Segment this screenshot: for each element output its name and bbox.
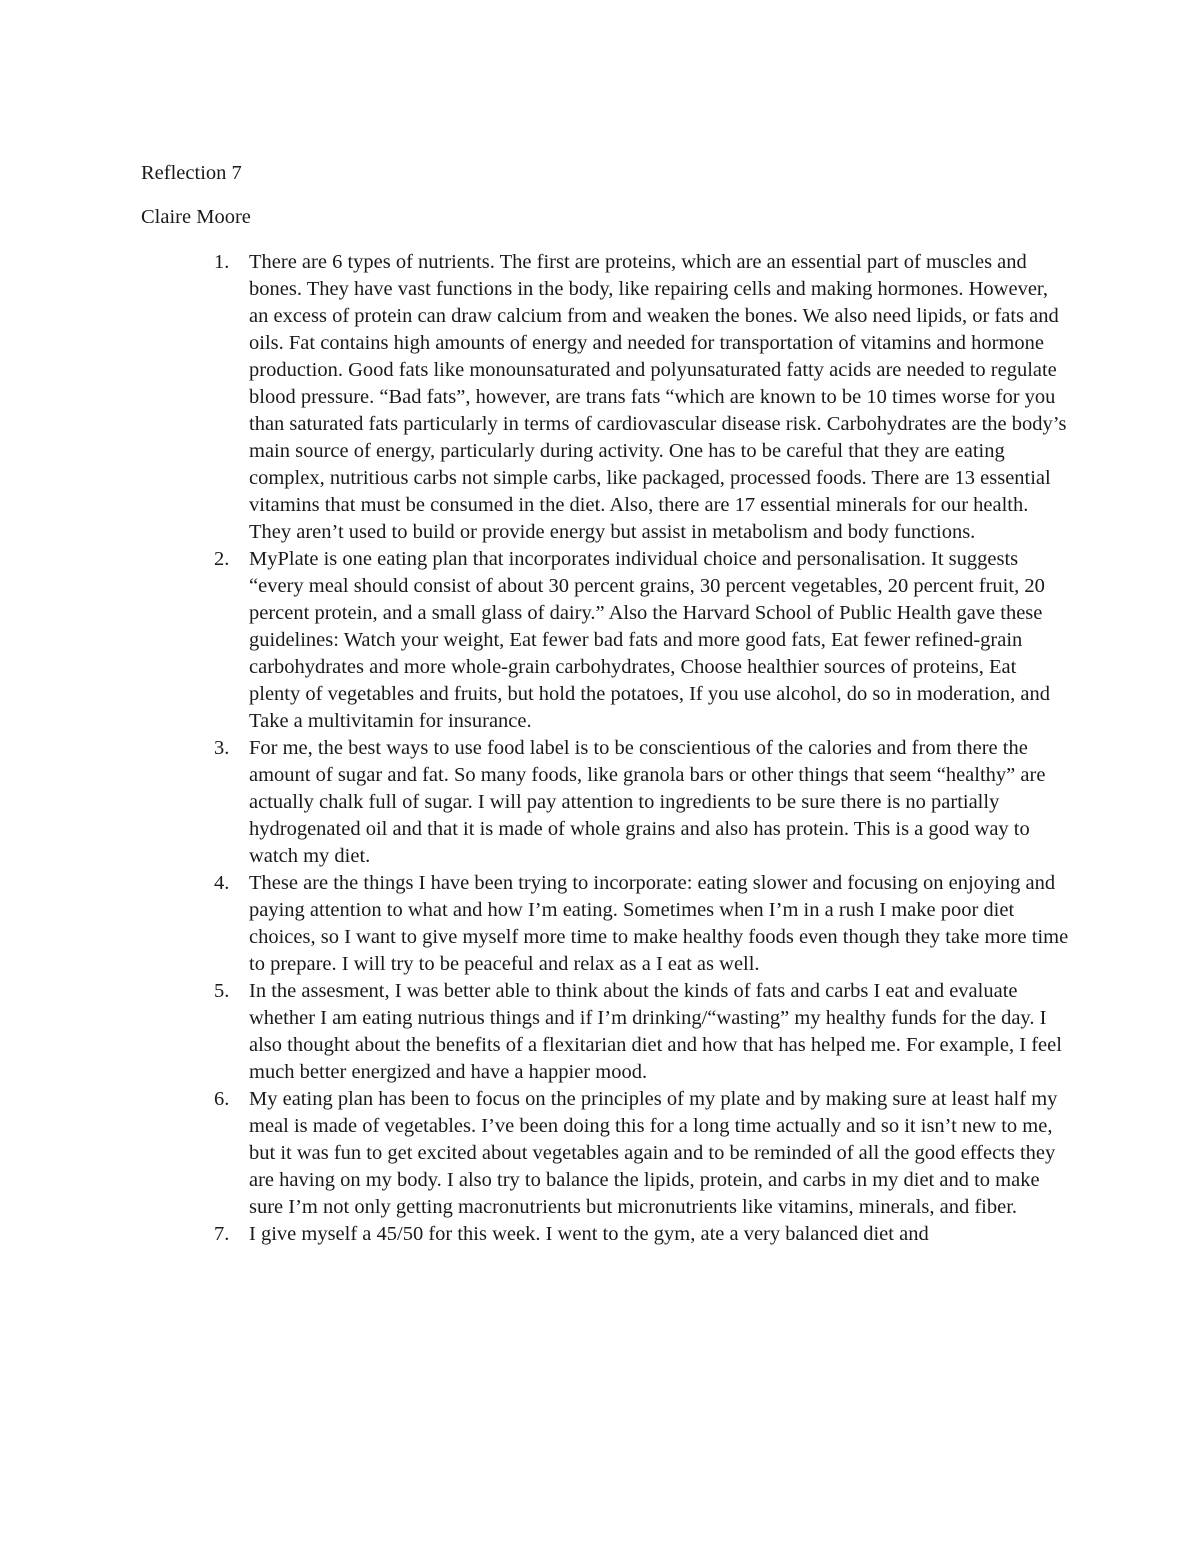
list-item-text: For me, the best ways to use food label is to be conscientious of the calories and from there the amount of sugar and fat. So many foods, like granola bars or other things that seem “healthy” are actually chalk full of sugar. I will pay attention to ingredients to be sure there is no partially hydrogenated oil and that it is made of whole grains and also has protein. This is a good way to watch my diet. — [249, 737, 1046, 867]
reflection-list — [214, 249, 1069, 1248]
document-title: Reflection 7 — [141, 162, 242, 184]
list-item — [214, 735, 1069, 870]
list-item — [214, 249, 1069, 546]
list-item — [214, 1221, 1069, 1248]
list-item-text: MyPlate is one eating plan that incorporates individual choice and personalisation. It suggests “every meal should consist of about 30 percent grains, 30 percent vegetables, 20 percent fruit, 20 percent protein, and a small glass of dairy.” Also the Harvard School of Public Health gave these guidelines: Watch your weight, Eat fewer bad fats and more good fats, Eat fewer refined-grain carbohydrates and more whole-grain carbohydrates, Choose healthier sources of proteins, Eat plenty of vegetables and fruits, but hold the potatoes, If you use alcohol, do so in moderation, and Take a multivitamin for insurance. — [249, 548, 1051, 732]
list-item — [214, 546, 1069, 735]
list-item-text: These are the things I have been trying to incorporate: eating slower and focusing on enjoying and paying attention to what and how I’m eating. Sometimes when I’m in a rush I make poor diet choices, so I want to give myself more time to make healthy foods even though they take more time to prepare. I will try to be peaceful and relax as a I eat as well. — [249, 872, 1069, 975]
document-author: Claire Moore — [141, 206, 251, 228]
list-item-number: 5. — [214, 980, 230, 1002]
list-item-text: My eating plan has been to focus on the principles of my plate and by making sure at least half my meal is made of vegetables. I’ve been doing this for a long time actually and so it isn’t new to me, but it was fun to get excited about vegetables again and to be reminded of all the good effects they are having on my body. I also try to balance the lipids, protein, and carbs in my diet and to make sure I’m not only getting macronutrients but micronutrients like vitamins, minerals, and fiber. — [249, 1088, 1058, 1218]
list-item-number: 4. — [214, 872, 230, 894]
list-item-number: 7. — [214, 1223, 230, 1245]
list-item — [214, 978, 1069, 1086]
list-item-text: There are 6 types of nutrients. The first are proteins, which are an essential part of muscles and bones. They have vast functions in the body, like repairing cells and making hormones. However, an excess of protein can draw calcium from and weaken the bones. We also need lipids, or fats and oils. Fat contains high amounts of energy and needed for transportation of vitamins and hormone production. Good fats like monounsaturated and polyunsaturated fatty acids are needed to regulate blood pressure. “Bad fats”, however, are trans fats “which are known to be 10 times worse for you than saturated fats particularly in terms of cardiovascular disease risk. Carbohydrates are the body’s main source of energy, particularly during activity. One has to be careful that they are eating complex, nutritious carbs not simple carbs, like packaged, processed foods. There are 13 essential vitamins that must be consumed in the diet. Also, there are 17 essential minerals for our health. They aren’t used to build or provide energy but assist in metabolism and body functions. — [249, 251, 1067, 543]
list-item-number: 2. — [214, 548, 230, 570]
list-item-text: I give myself a 45/50 for this week. I went to the gym, ate a very balanced diet and — [249, 1223, 929, 1245]
list-item-text: In the assesment, I was better able to think about the kinds of fats and carbs I eat and evaluate whether I am eating nutrious things and if I’m drinking/“wasting” my healthy funds for the day. I also thought about the benefits of a flexitarian diet and how that has helped me. For example, I feel much better energized and have a happier mood. — [249, 980, 1062, 1083]
list-item-number: 3. — [214, 737, 230, 759]
list-item — [214, 1086, 1069, 1221]
list-item — [214, 870, 1069, 978]
list-item-number: 1. — [214, 251, 230, 273]
list-item-number: 6. — [214, 1088, 230, 1110]
